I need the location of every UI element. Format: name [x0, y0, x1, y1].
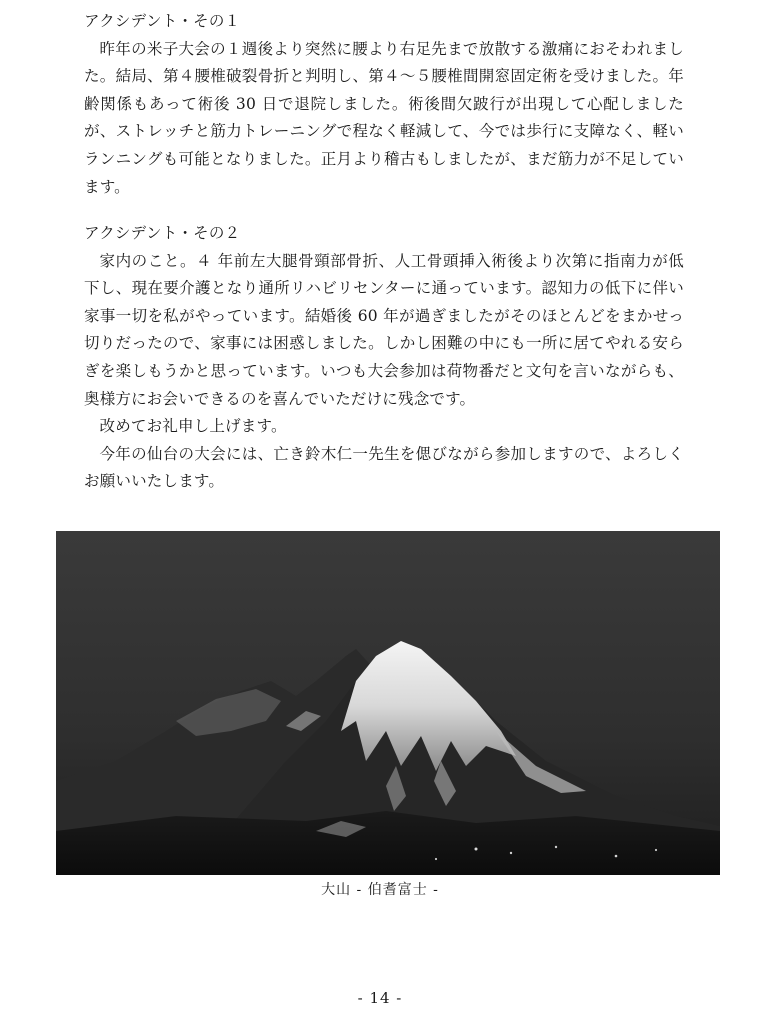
- body-paragraph: 今年の仙台の大会には、亡き鈴木仁一先生を偲びながら参加しますので、よろしくお願いいたします。: [84, 444, 684, 491]
- section-accident-2: [84, 220, 684, 496]
- body-paragraph: 昨年の米子大会の１週後より突然に腰より右足先まで放散する激痛におそわれました。結局、第４腰椎破裂骨折と判明し、第４〜５腰椎間開窓固定術を受けました。年齢関係もあって術後 30 日で退院しました。術後間欠跛行が出現して心配しましたが、ストレッチと筋力トレーニングで程なく軽減して、今では歩行に支障なく、軽いランニングも可能となりました。正月より稽古もしましたが、まだ筋力が不足しています。: [84, 39, 684, 196]
- section-accident-1: [84, 8, 684, 201]
- section-heading: アクシデント・その２: [84, 224, 241, 242]
- body-paragraph: 改めてお礼申し上げます。: [99, 417, 287, 436]
- photo-caption: 大山 - 伯耆富士 -: [321, 882, 439, 898]
- page-number: - 14 -: [357, 989, 403, 1007]
- body-paragraph: 家内のこと。４ 年前左大腿骨頸部骨折、人工骨頭挿入術後より次第に指南力が低下し、現在要介護となり通所リハビリセンターに通っています。認知力の低下に伴い家事一切を私がやっています。結婚後 60 年が過ぎましたがそのほとんどをまかせっ切りだったので、家事には困惑しました。しかし困難の中にも一所に居てやれる安らぎを楽しもうかと思っています。いつも大会参加は荷物番だと文句を言いながらも、奥様方にお会いできるのを喜んでいただけに残念です。: [84, 251, 684, 408]
- section-heading: アクシデント・その１: [84, 12, 241, 30]
- mount-daisen-photo: [56, 531, 720, 875]
